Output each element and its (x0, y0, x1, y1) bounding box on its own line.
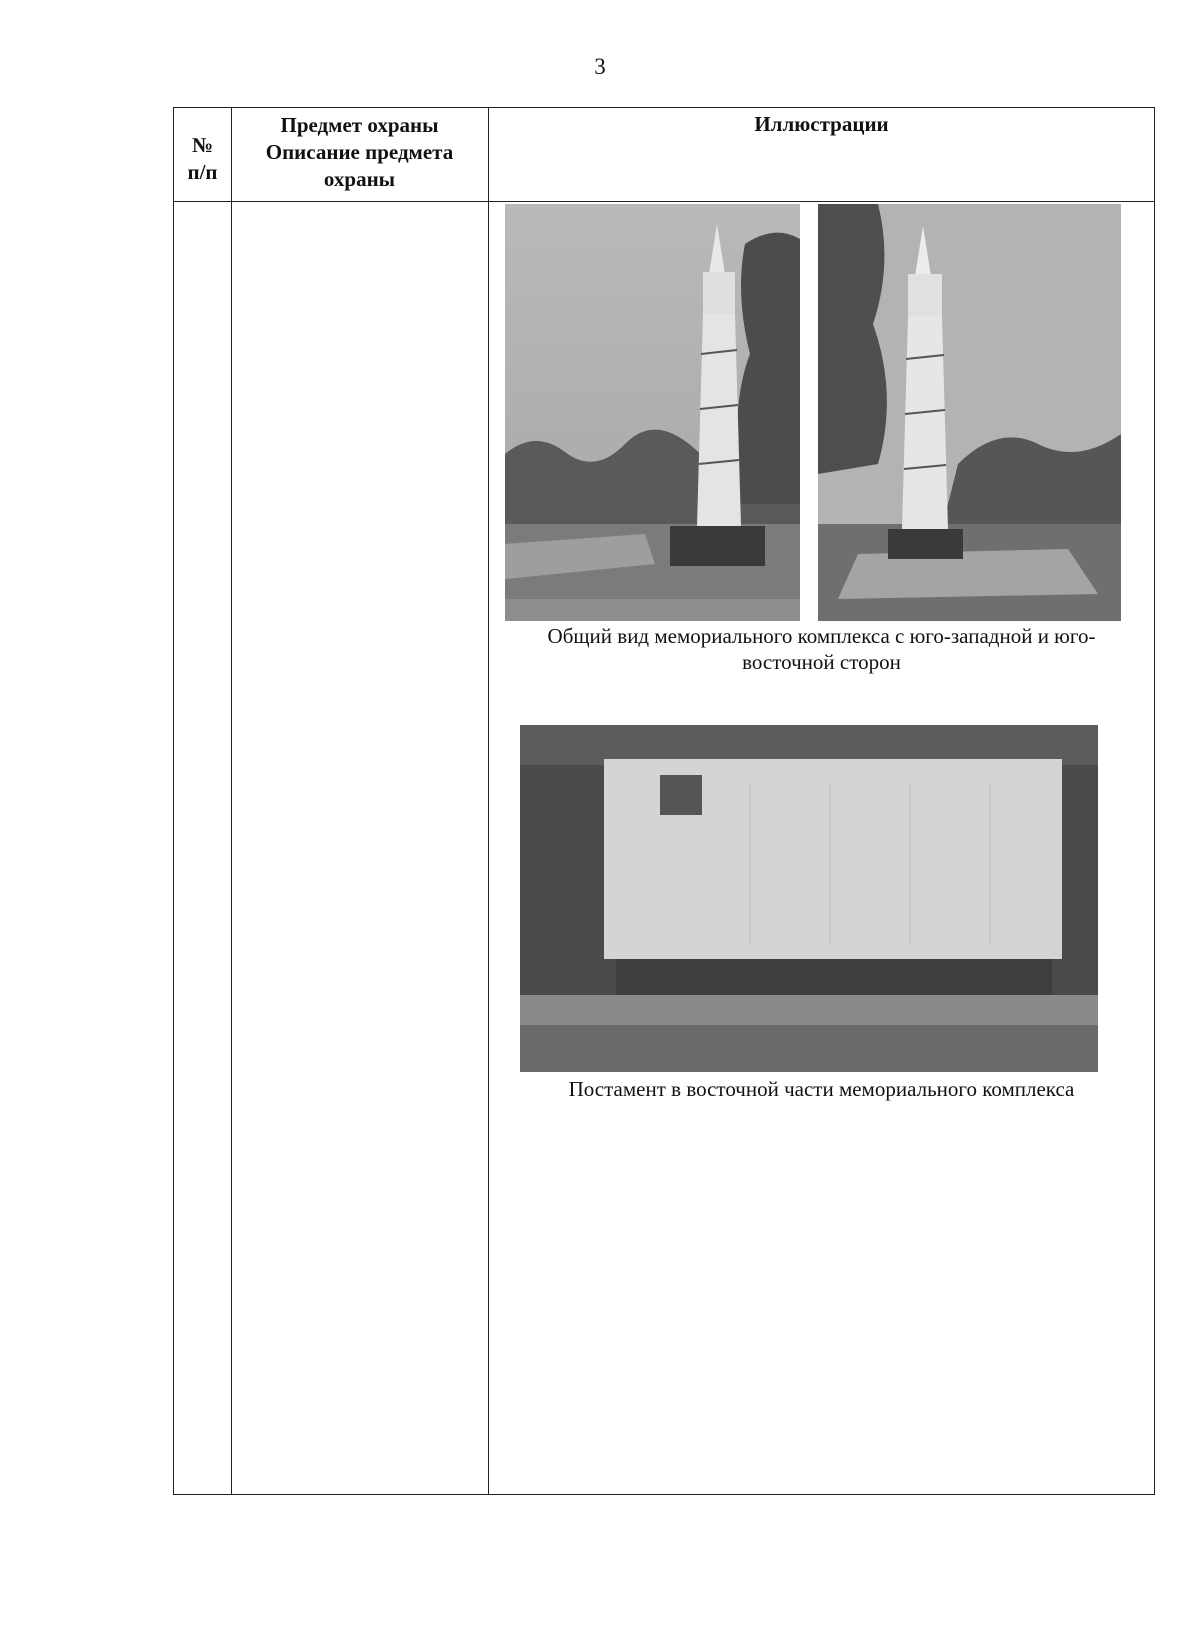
caption-general-view: Общий вид мемориального комплекса с юго-западной и юго- восточной сторон (547, 624, 1096, 674)
column-divider (231, 108, 232, 1494)
column-divider (488, 108, 489, 1494)
protection-subject-table (173, 107, 1155, 1495)
pedestal-image (520, 725, 1098, 1072)
obelisk-image (818, 204, 1121, 621)
page-number: 3 (594, 54, 606, 79)
header-divider (174, 201, 1154, 202)
photo-memorial-pedestal (520, 725, 1098, 1072)
photo-obelisk-southeast (818, 204, 1121, 621)
header-number: № п/п (187, 133, 218, 184)
header-illustrations: Иллюстрации (754, 112, 889, 136)
caption-pedestal: Постамент в восточной части мемориального комплекса (568, 1077, 1075, 1101)
header-subject: Предмет охраны Описание предмета охраны (265, 113, 454, 191)
photo-obelisk-southwest (505, 204, 800, 621)
obelisk-image (505, 204, 800, 621)
